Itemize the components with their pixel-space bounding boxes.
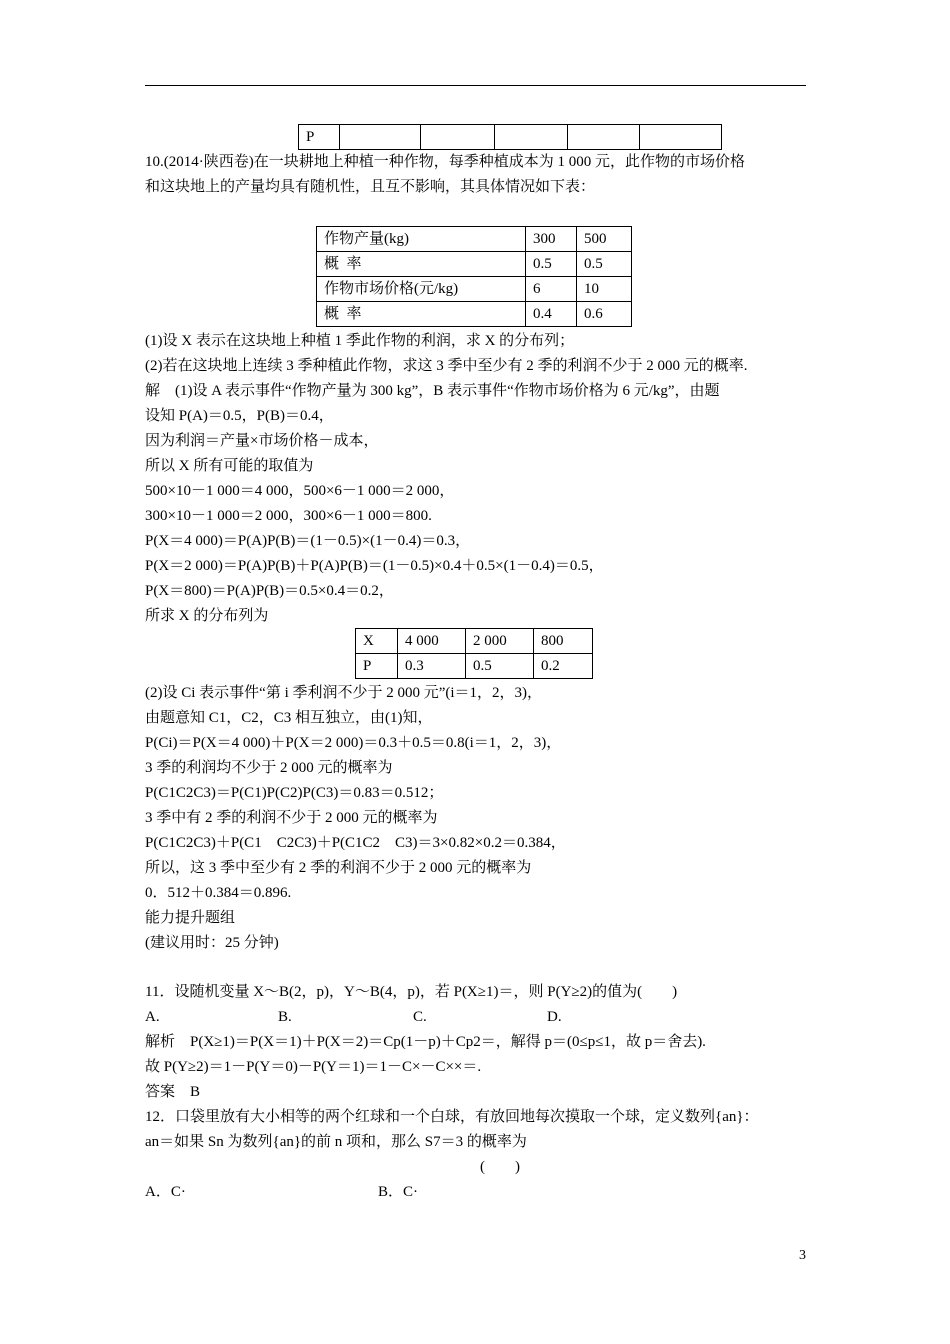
text-line: 由题意知 C1，C2，C3 相互独立，由(1)知， [145, 710, 433, 726]
table-cell: 0.5 [577, 252, 632, 277]
table-cell: 0.5 [466, 654, 534, 679]
table-cell: 800 [534, 629, 593, 654]
table-cell [340, 125, 421, 150]
table-cell: P [299, 125, 340, 150]
header-rule [145, 85, 806, 86]
text-line: 3 季中有 2 季的利润不少于 2 000 元的概率为 [145, 810, 438, 826]
text-line: (1)设 X 表示在这块地上种植 1 季此作物的利润，求 X 的分布列； [145, 333, 575, 349]
section-heading: 能力提升题组 [145, 910, 236, 926]
option-a: A．C· [145, 1184, 186, 1200]
distribution-table [355, 628, 593, 679]
option-b: B．C· [378, 1184, 419, 1200]
table-cell: 300 [526, 227, 577, 252]
table-cell: 0.6 [577, 302, 632, 327]
problem12-stem: 12．口袋里放有大小相等的两个红球和一个白球，有放回地每次摸取一个球，定义数列{an}： [145, 1109, 759, 1125]
time-suggestion: (建议用时：25 分钟) [145, 935, 279, 951]
table-row [317, 277, 632, 302]
table-row [317, 227, 632, 252]
table-cell [421, 125, 495, 150]
table-row [356, 629, 593, 654]
problem12-stem: an＝如果 Sn 为数列{an}的前 n 项和，那么 S7＝3 的概率为 [145, 1134, 527, 1150]
text-line: 3 季的利润均不少于 2 000 元的概率为 [145, 760, 393, 776]
table-cell: 500 [577, 227, 632, 252]
table-cell: 作物市场价格(元/kg) [317, 277, 526, 302]
text-line: 500×10－1 000＝4 000，500×6－1 000＝2 000， [145, 483, 455, 499]
problem10-intro-line: 和这块地上的产量均具有随机性，且互不影响，其具体情况如下表： [145, 179, 596, 195]
option-b: B. [278, 1009, 292, 1025]
option-c: C. [413, 1009, 427, 1025]
table-cell: 4 000 [398, 629, 466, 654]
table-cell: 概 率 [317, 302, 526, 327]
table-cell: 0.5 [526, 252, 577, 277]
problem11-answer: 答案 B [145, 1084, 201, 1100]
table-row [317, 252, 632, 277]
table-cell: 0.2 [534, 654, 593, 679]
text-line: 解 (1)设 A 表示事件“作物产量为 300 kg”，B 表示事件“作物市场价格为 6 元/kg”，由题 [145, 383, 720, 399]
text-line: 设知 P(A)＝0.5，P(B)＝0.4， [145, 408, 334, 424]
problem11-analysis: 故 P(Y≥2)＝1－P(Y＝0)－P(Y＝1)＝1－C×－C××＝. [145, 1059, 482, 1075]
table-cell: P [356, 654, 398, 679]
table-cell: X [356, 629, 398, 654]
problem11-analysis: 解析 P(X≥1)＝P(X＝1)＋P(X＝2)＝Cp(1－p)＋Cp2＝，解得 p＝(0≤p≤1，故 p＝舍去). [145, 1034, 706, 1050]
text-line: 0．512＋0.384＝0.896. [145, 885, 292, 901]
table-cell: 0.4 [526, 302, 577, 327]
table-row [299, 125, 722, 150]
answer-paren: ( ) [480, 1159, 520, 1175]
option-a: A. [145, 1009, 160, 1025]
text-line: P(Ci)＝P(X＝4 000)＋P(X＝2 000)＝0.3＋0.5＝0.8(i＝1，2，3)， [145, 735, 562, 751]
text-line: 所求 X 的分布列为 [145, 608, 269, 624]
text-line: 300×10－1 000＝2 000，300×6－1 000＝800. [145, 508, 432, 524]
table-row [317, 302, 632, 327]
text-line: (2)设 Ci 表示事件“第 i 季利润不少于 2 000 元”(i＝1，2，3)， [145, 685, 543, 701]
table-cell [495, 125, 568, 150]
text-line: 因为利润＝产量×市场价格－成本， [145, 433, 379, 449]
option-d: D. [547, 1009, 562, 1025]
table-cell: 10 [577, 277, 632, 302]
text-line: (2)若在这块地上连续 3 季种植此作物，求这 3 季中至少有 2 季的利润不少于 2 000 元的概率. [145, 358, 748, 374]
page-number: 3 [799, 1248, 806, 1263]
text-line: 所以，这 3 季中至少有 2 季的利润不少于 2 000 元的概率为 [145, 860, 532, 876]
table-cell [568, 125, 640, 150]
text-line: P(C1C2C3)＝P(C1)P(C2)P(C3)＝0.83＝0.512； [145, 785, 444, 801]
problem10-intro-line: 10.(2014·陕西卷)在一块耕地上种植一种作物，每季种植成本为 1 000 元，此作物的市场价格 [145, 154, 745, 170]
table-cell: 6 [526, 277, 577, 302]
text-line: P(X＝4 000)＝P(A)P(B)＝(1－0.5)×(1－0.4)＝0.3， [145, 533, 471, 549]
text-line: P(C1C2C3)＋P(C1 C2C3)＋P(C1C2 C3)＝3×0.82×0.2＝0.384， [145, 835, 566, 851]
text-line: P(X＝800)＝P(A)P(B)＝0.5×0.4＝0.2， [145, 583, 394, 599]
table-cell: 0.3 [398, 654, 466, 679]
problem11-stem: 11．设随机变量 X～B(2，p)，Y～B(4，p)，若 P(X≥1)＝，则 P(Y≥2)的值为( ) [145, 984, 678, 1000]
top-table [298, 124, 722, 150]
table-cell: 作物产量(kg) [317, 227, 526, 252]
text-line: P(X＝2 000)＝P(A)P(B)＋P(A)P(B)＝(1－0.5)×0.4＋0.5×(1－0.4)＝0.5， [145, 558, 604, 574]
table-row [356, 654, 593, 679]
table-cell: 概 率 [317, 252, 526, 277]
crop-table [316, 226, 632, 327]
table-cell: 2 000 [466, 629, 534, 654]
table-cell [640, 125, 722, 150]
text-line: 所以 X 所有可能的取值为 [145, 458, 314, 474]
